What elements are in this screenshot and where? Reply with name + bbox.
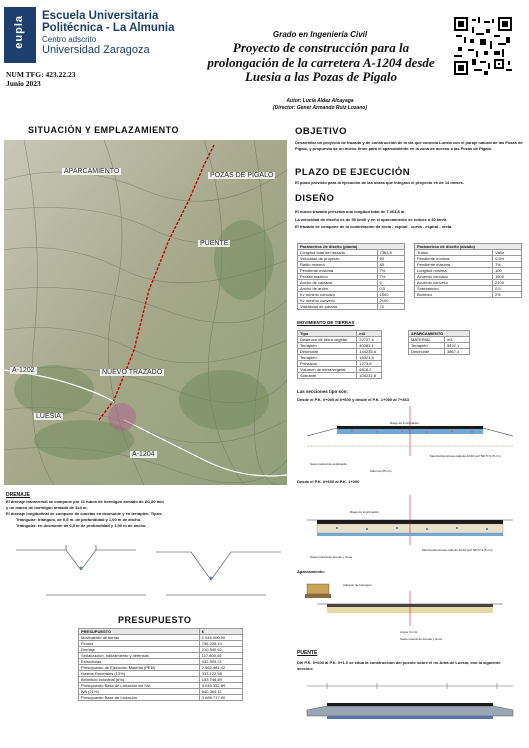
table-row: Préstamo 1273,8 bbox=[298, 361, 382, 367]
table-row: Presupuesto Base de Licitación sin IVA 3.049.352,89 bbox=[79, 683, 243, 689]
plazo-heading: PLAZO DE EJECUCIÓN bbox=[295, 167, 411, 178]
table-row: Desmonte 144235,6 bbox=[298, 349, 382, 355]
table-row: Tramo Valor bbox=[415, 250, 522, 256]
table-row: Parámetros de diseño (planta) bbox=[298, 244, 405, 250]
school-line1: Escuela Universitaria bbox=[42, 10, 159, 22]
diseno-heading: DISEÑO bbox=[295, 193, 335, 204]
diseno-text bbox=[295, 208, 523, 231]
table-row: IVA (21%) 640.364,11 bbox=[79, 689, 243, 695]
table-row: Parámetros de diseño (alzado) bbox=[415, 244, 522, 250]
table-row: Velocidad de proyecto 50 bbox=[298, 256, 405, 262]
diseno-line: La velocidad de diseño es de 50 km/h y en el aparcamiento se reduce a 40 km/h. bbox=[295, 216, 448, 222]
label-a1202: A-1202 bbox=[12, 367, 35, 374]
tfg-info bbox=[6, 70, 75, 88]
tabla-movimiento-tierras bbox=[297, 330, 382, 379]
table-row: Firmes 756.235,14 bbox=[79, 641, 243, 647]
table-row: Longitud mínima 100 bbox=[415, 268, 522, 274]
label-riego-2: Riego de imprimación bbox=[350, 510, 380, 514]
eupla-logo bbox=[4, 7, 36, 63]
table-row: Movimiento de tierras 1.045.000,00 bbox=[79, 635, 243, 641]
situacion-heading: SITUACIÓN Y EMPLAZAMIENTO bbox=[28, 125, 180, 135]
table-row: Kv mínimo cóncavo 1500 bbox=[298, 292, 405, 298]
table-row: Gastos Generales (13%) 333.122,58 bbox=[79, 671, 243, 677]
table-row: Ancho de calzada 6 bbox=[298, 280, 405, 286]
drenaje-text bbox=[6, 499, 286, 529]
author-block bbox=[230, 98, 410, 112]
label-arena: Arena (4 cm) bbox=[400, 630, 418, 634]
table-row: APARCAMIENTO bbox=[409, 331, 470, 337]
table-row: PRESUPUESTO € bbox=[79, 629, 243, 635]
label-pozas: POZAS DE PIGALO bbox=[210, 172, 274, 179]
table-row: Sobrante 104231,8 bbox=[298, 373, 382, 379]
drenaje-bullet: Triangular: triángulo, de 0,5 m. de profundidad y 1,00 m de ancho. bbox=[16, 517, 142, 522]
school-line4: Universidad Zaragoza bbox=[42, 44, 150, 56]
degree: Grado en Ingeniería Civil bbox=[272, 30, 368, 39]
table-row: Terraplén 18321,5 bbox=[298, 355, 382, 361]
table-row: Presupuesto Base de Licitación 3.689.717,00 bbox=[79, 695, 243, 701]
label-mbc: Mezcla bituminosa caliente AC16 surf 50/70 S (5 cm) bbox=[430, 454, 501, 458]
table-row: Kv mínimo convexo 2100 bbox=[298, 298, 405, 304]
label-riego: Riego de imprimación bbox=[390, 421, 420, 425]
luesia-town-marker bbox=[108, 403, 136, 431]
label-aparcamiento: APARCAMIENTO bbox=[64, 168, 120, 175]
objetivo-heading: OBJETIVO bbox=[295, 126, 348, 137]
table-row: Pendiente máxima 7% bbox=[298, 268, 405, 274]
drenaje-line: El drenaje transversal se compone por 11 tubos de hormigón armado de Ø1,80 mm bbox=[6, 499, 164, 504]
table-row: Terraplén 5432,1 bbox=[409, 343, 470, 349]
diseno-line: El nuevo trazado presenta una longitud total de 7.363,8 m. bbox=[295, 209, 406, 214]
table-row: Tipo m3 bbox=[298, 331, 382, 337]
secciones-heading: Las secciones tipo son: bbox=[297, 389, 349, 394]
map-terrain bbox=[4, 140, 287, 485]
label-zahorra: Zahorra (25 cm) bbox=[370, 469, 392, 473]
tabla-aparcamiento bbox=[408, 330, 470, 355]
table-row: Drenaje 210.540,62 bbox=[79, 647, 243, 653]
movimiento-heading: MOVIMIENTO DE TIERRAS bbox=[297, 320, 355, 325]
table-row: Peralte máximo 7% bbox=[298, 274, 405, 280]
presupuesto-heading: PRESUPUESTO bbox=[118, 615, 192, 625]
table-row: MATERIAL m3 bbox=[409, 337, 470, 343]
cunetas-diagram bbox=[6, 540, 288, 600]
puente-text: Del P.K. 0+600 al P.K. 0+1.0 se sitúa la construcción del puente sobre el río Arba de Luesia, con la siguiente sección: bbox=[297, 660, 501, 671]
label-nuevo-trazado: NUEVO TRAZADO bbox=[102, 369, 163, 376]
tfg-date: Junio 2023 bbox=[6, 79, 41, 88]
diseno-line: El trazado se compone de la combinación de recta - espiral - curva - espiral - recta. bbox=[295, 224, 453, 229]
drenaje-line: El drenaje longitudinal se compone de cunetas en desmonte y en terraplén. Tipos: bbox=[6, 511, 163, 516]
director: (Director: Gener Armando Ruiz Lozano) bbox=[273, 105, 367, 111]
objetivo-text: Desarrollar un proyecto de trazado y de construcción de la vía que conecta Luesia con el paraje natural de las Pozas de Pigalo, y propuesta de un nuevo firme para el aparcamiento en la zona de acceso a las Pozas de Pigalo. bbox=[295, 140, 523, 151]
drenaje-line: y un marco de hormigón armado de 4x4 m. bbox=[6, 505, 88, 510]
table-row: Longitud total del trazado 7363,8 bbox=[298, 250, 405, 256]
author: Autor: Lucía Aldaz Alcayaga bbox=[286, 98, 354, 104]
table-row: Desbroce de tierra vegetal 22727,4 bbox=[298, 337, 382, 343]
table-row: Pendiente mínima 0,5% bbox=[415, 256, 522, 262]
table-row: Pendiente máxima 7% bbox=[415, 262, 522, 268]
label-mbc-2: Mezcla bituminosa caliente AC16 surf 50/70 S (5 cm) bbox=[422, 548, 493, 552]
label-luesia: LUESIA bbox=[36, 413, 61, 420]
label-puente: PUENTE bbox=[200, 240, 229, 247]
table-row: Beneficio industrial (6%) 153.748,89 bbox=[79, 677, 243, 683]
table-row: Acuerdo convexo 2100 bbox=[415, 280, 522, 286]
plazo-text: El plazo previsto para la ejecución de las obras que integran el proyecto es de 14 meses. bbox=[295, 180, 464, 185]
school-line2: Politécnica - La Almunia bbox=[42, 22, 175, 34]
drenaje-bullet: Triangular: en desmonte de 0,5 m de profundidad y 1,00 m de ancho. bbox=[16, 523, 147, 528]
location-map bbox=[4, 140, 287, 485]
table-row: Volumen de tierra vegetal 6818,2 bbox=[298, 367, 382, 373]
table-row: Acuerdo cóncavo 1500 bbox=[415, 274, 522, 280]
logo-text: eupla bbox=[13, 15, 25, 49]
label-a1204: A-1204 bbox=[132, 451, 155, 458]
puente-heading: PUENTE bbox=[297, 650, 318, 656]
table-row: Presupuesto de Ejecución Material (PEM) 2.562.481,42 bbox=[79, 665, 243, 671]
drenaje-heading: DRENAJE bbox=[6, 492, 30, 498]
seccion-puente bbox=[297, 678, 523, 733]
qr-code-icon[interactable] bbox=[454, 17, 512, 75]
table-row: Terraplén 40383,1 bbox=[298, 343, 382, 349]
label-suelo-2: Suelo natural de arenas y limos bbox=[310, 555, 353, 559]
tfg-number: NUM TFG: 423.22.23 bbox=[6, 70, 76, 79]
label-suelo-3: Suelo natural de arenas y limos bbox=[400, 637, 443, 641]
table-row: Bombeo 2% bbox=[415, 292, 522, 298]
seccion-aparcamiento: Aparcamiento: bbox=[297, 569, 326, 574]
page-title: Proyecto de construcción para la prolongación de la carretera A-1204 desde Luesia a las Pozas de Pigalo bbox=[207, 40, 435, 84]
table-row: Estructuras 432.905,21 bbox=[79, 659, 243, 665]
label-suelo: Suelo natural de explanada bbox=[310, 462, 347, 466]
school-line3: Centro adscrito bbox=[42, 35, 97, 44]
seccion-tipo-2 bbox=[297, 490, 523, 565]
tabla-alzado bbox=[414, 243, 522, 298]
label-adoquin: Adoquín de hormigón bbox=[343, 583, 372, 587]
table-row: Visibilidad de parada 70 bbox=[298, 304, 405, 310]
table-row: Sobreancho 0,5 bbox=[415, 286, 522, 292]
table-row: Ancho de arcén 0,5 bbox=[298, 286, 405, 292]
table-row: Señalización, balizamiento y defensas 117.800,45 bbox=[79, 653, 243, 659]
seccion-tramo1: Desde el P.K. 0+000 al 0+600 y desde el P.K. 1+000 al 7+363 bbox=[297, 397, 409, 402]
table-row: Radio mínimo 85 bbox=[298, 262, 405, 268]
school-name bbox=[42, 10, 175, 34]
tabla-trazado bbox=[297, 243, 405, 310]
table-row: Desmonte 3867,4 bbox=[409, 349, 470, 355]
seccion-tramo2: Desde el P.K. 0+600 al P.K. 1+000 bbox=[297, 479, 360, 484]
presupuesto-table bbox=[78, 628, 243, 701]
